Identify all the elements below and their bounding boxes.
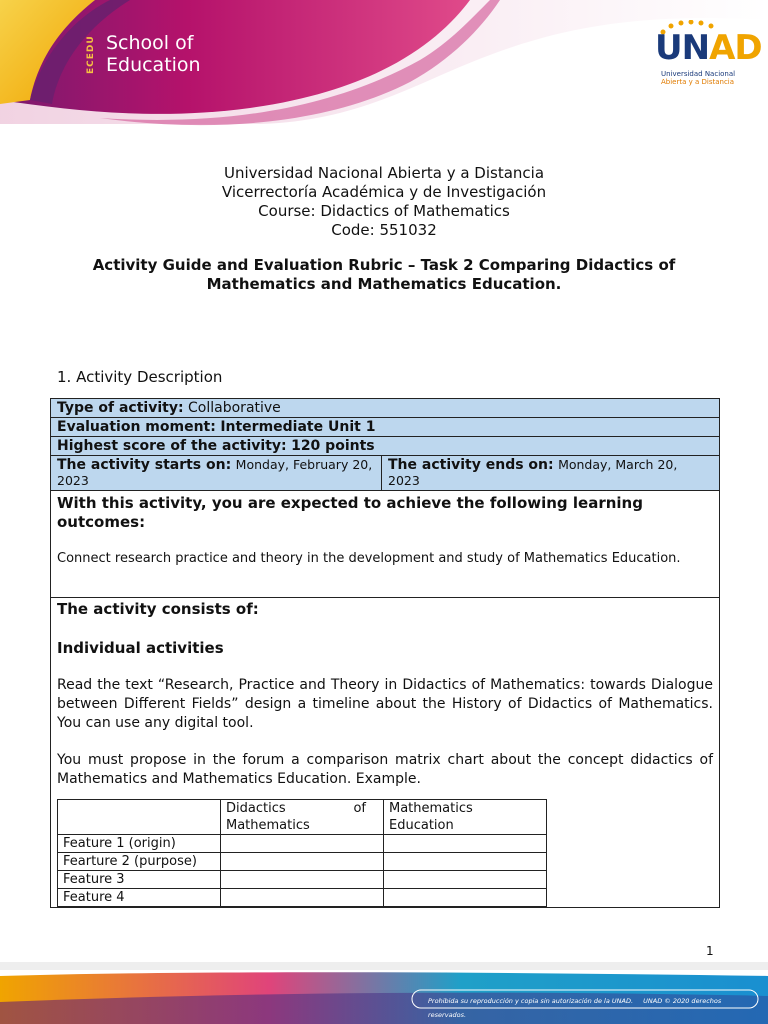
course-code: Code: 551032	[331, 221, 437, 239]
table-row	[51, 598, 720, 908]
table-row: Feature 4	[58, 889, 547, 907]
vice-rectorate: Vicerrectoría Académica y de Investigación	[221, 183, 547, 201]
table-row: Type of activity: Collaborative	[51, 399, 720, 418]
learning-outcomes-heading: With this activity, you are expected to achieve the following learning outcomes:	[57, 494, 643, 531]
activity-title-line2: Mathematics and Mathematics Education.	[206, 275, 562, 293]
table-row	[51, 491, 720, 598]
unad-logo	[655, 20, 762, 90]
table-row: Highest score of the activity: 120 points	[51, 437, 720, 456]
header-banner	[0, 0, 768, 130]
matrix-col-math-education: Mathematics Education	[389, 801, 473, 833]
page-number: 1	[706, 944, 714, 958]
individual-activity-paragraph-1: Read the text “Research, Practice and Theory in Didactics of Mathematics: towards Dialogue between Different Fields” design a timeline about the History of Didactics of Mathematics. You can use any digital tool.	[57, 677, 713, 731]
table-row: Fearture 2 (purpose)	[58, 853, 547, 871]
table-row: Evaluation moment: Intermediate Unit 1	[51, 418, 720, 437]
table-row: Feature 3	[58, 871, 547, 889]
ecedu-tag: ECEDU	[86, 35, 96, 75]
activity-consists-heading: The activity consists of:	[57, 600, 259, 618]
comparison-matrix-table	[57, 799, 547, 907]
table-row	[58, 800, 547, 835]
activity-title-line1: Activity Guide and Evaluation Rubric – Task 2 Comparing Didactics of	[92, 256, 676, 274]
course-name: Course: Didactics of Mathematics	[258, 202, 510, 220]
individual-activity-paragraph-2: You must propose in the forum a comparison matrix chart about the concept didactics of Mathematics and Mathematics Education. Example.	[57, 752, 713, 787]
university-name: Universidad Nacional Abierta y a Distancia	[223, 164, 545, 182]
learning-outcomes-text: Connect research practice and theory in the development and study of Mathematics Education.	[57, 551, 681, 566]
table-row: The activity starts on: Monday, February 20, 2023 The activity ends on: Monday, March 20, 2023	[51, 456, 720, 491]
logo-subtitle: Universidad Nacional Abierta y a Distancia	[661, 70, 736, 86]
section-heading: 1. Activity Description	[57, 368, 223, 386]
footer-copyright-note: Prohibida su reproducción y copia sin autorización de la UNAD. UNAD © 2020 derechos reservados.	[428, 997, 722, 1019]
school-of-education-title: School of Education	[106, 32, 201, 76]
footer-banner	[0, 962, 768, 1024]
table-row: Feature 1 (origin)	[58, 835, 547, 853]
activity-description-table	[50, 398, 720, 908]
matrix-col-didactics: Didactics of Mathematics	[226, 801, 366, 833]
logo-wordmark: UNAD	[655, 28, 762, 68]
document-title-block	[60, 164, 708, 294]
individual-activities-heading: Individual activities	[57, 639, 224, 657]
